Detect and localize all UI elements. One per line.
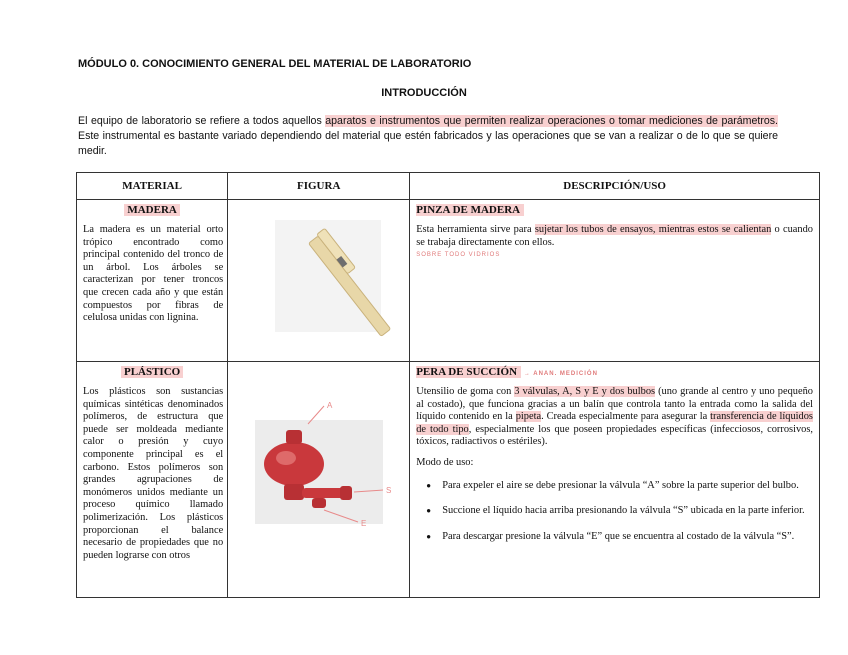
label-a: A [327,401,333,410]
table-header-row [77,173,820,200]
material-cell [77,200,228,362]
module-title: MÓDULO 0. CONOCIMIENTO GENERAL DEL MATERIAL DE LABORATORIO [78,58,472,70]
section-title: INTRODUCCIÓN [381,87,467,99]
intro-highlight: aparatos e instrumentos que permiten realizar operaciones o tomar mediciones de parámetros. [325,115,778,127]
header-material: MATERIAL [77,173,228,200]
list-item: ● Para expeler el aire se debe presionar la válvula “A” sobre la parte superior del bulbo. [430,480,813,493]
description-text: Esta herramienta sirve para sujetar los tubos de ensayos, mientras estos se calientan o cuando se trabaja directamente con ellos. [416,224,813,248]
material-text: Los plásticos son sustancias químicas sintéticas denominados polímeros, de estructura que puede ser moldeada mediante calor o presión y cuyo componente principal es el carbono. Estos polímeros son grandes agrupaciones de monómeros unidos mediante un proceso químico llamado polimerización. Los plásticos proporcionan el balance necesario de propiedades que no pueden lograrse con otros [83,386,224,561]
material-name: PLÁSTICO [77,366,227,378]
list-item: ● Para descargar presione la válvula “E” que se encuentra al costado de la válvula “S”. [430,531,813,544]
usage-steps [410,480,819,544]
materials-table [76,172,820,598]
material-text: La madera es un material orto trópico encontrado como principal contenido del tronco de un árbol. Los árboles se caracterizan por tener troncos que crecen cada año y que están compuestos por fibras de celulosa unidas con lignina. [83,224,224,324]
figure-cell [228,200,410,362]
wooden-clamp-image [228,200,409,358]
figure-cell [228,362,410,598]
description-cell [410,362,820,598]
header-description: DESCRIPCIÓN/USO [410,173,820,200]
handwritten-note: → ANAN. MEDICIÓN [523,371,598,377]
header-figure: FIGURA [228,173,410,200]
material-name: MADERA [77,204,227,216]
table-row [77,200,820,362]
material-cell [77,362,228,598]
description-title: PERA DE SUCCIÓN → ANAN. MEDICIÓN [416,366,819,378]
suction-bulb-image [228,362,409,594]
list-item: ● Succione el líquido hacia arriba presionando la válvula “S” ubicada en la parte inferior. [430,505,813,518]
handwritten-note: SOBRE TODO VIDRIOS [416,252,501,259]
label-e: E [361,519,367,528]
table-row [77,362,820,598]
description-cell [410,200,820,362]
intro-paragraph [78,114,778,159]
intro-text-2: Este instrumental es bastante variado dependiendo del material que estén fabricados y las operaciones que se van a realizar o de lo que se quiere medir. [78,130,778,157]
description-title: PINZA DE MADERA [416,204,819,216]
description-text: Utensilio de goma con 3 válvulas, A, S y E y dos bulbos (uno grande al centro y uno pequeño al costado), que funciona gracias a un balín que controla tanto la entrada como la salida del líquido contenido en la pipeta. Creada especialmente para asegurar la transferencia de líquidos de todo tipo, especialmente los que poseen propiedades específicas (infecciosos, corrosivos, tóxicos, radiactivos o estériles). [416,386,813,448]
usage-title: Modo de uso: [416,456,474,468]
intro-text-1: El equipo de laboratorio se refiere a todos aquellos [78,115,326,127]
label-s: S [386,486,392,495]
